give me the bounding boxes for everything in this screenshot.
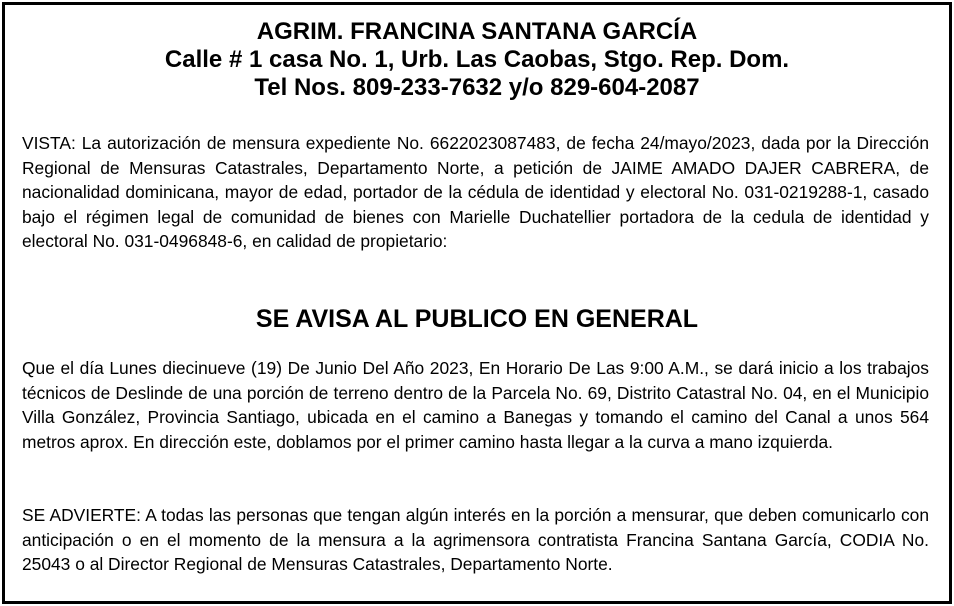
warning-paragraph: SE ADVIERTE: A todas las personas que tengan algún interés en la porción a mensurar, que deben comunicarlo con anticipación o en el momento de la mensura a la agrimensora contratista Francina Santana García, CODIA No. 25043 o al Director Regional de Mensuras Catastrales, Departamento Norte. [22, 505, 929, 575]
announcement-paragraph: Que el día Lunes diecinueve (19) De Junio Del Año 2023, En Horario De Las 9:00 A.M., se dará inicio a los trabajos técnicos de Deslinde de una porción de terreno dentro de la Parcela No. 69, Distrito Catastral No. 04, en el Municipio Villa González, Provincia Santiago, ubicada en el camino a Banegas y tomando el camino del Canal a unos 564 metros aprox. En dirección este, doblamos por el primer camino hasta llegar a la curva a mano izquierda. [22, 358, 929, 452]
notice-header [5, 18, 949, 102]
vista-paragraph: VISTA: La autorización de mensura expediente No. 6622023087483, de fecha 24/mayo/2023, dada por la Dirección Regional de Mensuras Catastrales, Departamento Norte, a petición de JAIME AMADO DAJER CABRERA, de nacionalidad dominicana, mayor de edad, portador de la cédula de identidad y electoral No. 031-0219288-1, casado bajo el régimen legal de comunidad de bienes con Marielle Duchatellier portadora de la cedula de identidad y electoral No. 031-0496848-6, en calidad de propietario: [22, 133, 929, 252]
public-notice-headline: SE AVISA AL PUBLICO EN GENERAL [255, 305, 699, 333]
surveyor-name: AGRIM. FRANCINA SANTANA GARCÍA [256, 18, 698, 45]
surveyor-phones: Tel Nos. 809-233-7632 y/o 829-604-2087 [254, 74, 700, 101]
legal-notice-frame [2, 2, 952, 604]
surveyor-address: Calle # 1 casa No. 1, Urb. Las Caobas, Stgo. Rep. Dom. [164, 46, 790, 73]
